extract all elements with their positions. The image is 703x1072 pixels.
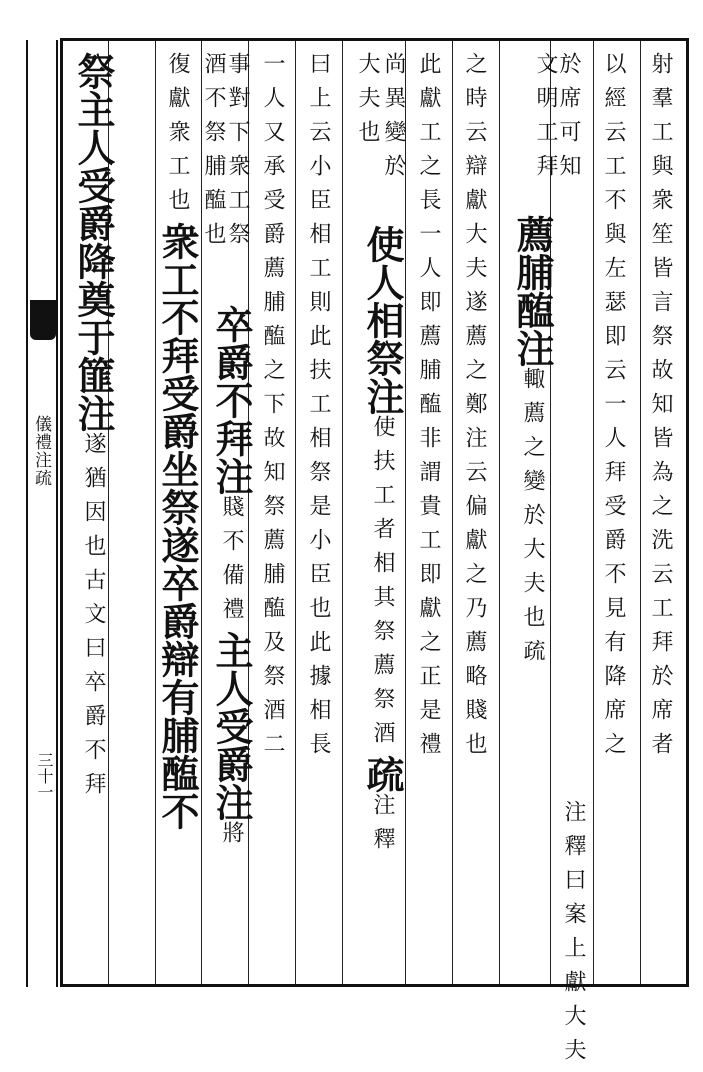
column-divider — [593, 41, 594, 984]
commentary-text: 此獻工之長一人即薦脯醢非謂貴工即獻之正是禮 — [416, 52, 441, 766]
book-title: 儀禮注疏 — [31, 415, 51, 487]
text-column-9-main — [204, 305, 259, 855]
commentary-subline-right: 尚異變於 — [381, 52, 406, 188]
text-column-6-left-subline — [352, 52, 383, 154]
scripture-text: 使人相祭注 — [360, 225, 405, 415]
column-divider — [295, 41, 296, 984]
text-column-4 — [462, 52, 486, 766]
margin-rule — [26, 40, 28, 987]
scripture-text: 卒爵不拜注 — [209, 305, 254, 495]
commentary-text: 將 — [219, 821, 244, 855]
commentary-text: 以經云工不與左瑟即云一人拜受爵不見有降席之 — [601, 52, 626, 766]
text-column-5 — [416, 52, 440, 766]
commentary-subline-left: 大夫也 — [355, 52, 380, 154]
commentary-text: 之時云辯獻大夫遂薦之鄭注云偏獻之乃薦略賤也 — [462, 52, 487, 766]
scripture-text: 主人受爵注 — [209, 631, 254, 821]
scripture-text: 祭主人受爵降奠于篚注 — [71, 52, 116, 432]
commentary-text: 賤不備禮 — [219, 495, 244, 631]
page-margin — [0, 0, 60, 1024]
commentary-text: 使扶工者相其祭薦祭酒 — [370, 415, 395, 755]
text-column-11 — [66, 52, 121, 806]
text-column-1 — [648, 52, 672, 766]
scripture-text: 薦脯醢注 — [510, 215, 555, 367]
frame-bottom-border — [60, 984, 688, 987]
column-divider — [452, 41, 453, 984]
fish-tail-mark — [30, 300, 56, 340]
text-column-10 — [150, 52, 205, 830]
commentary-text: 一人又承受爵薦脯醢之下故知祭薦脯醢及祭酒二 — [260, 52, 285, 766]
frame-left-border — [60, 38, 63, 987]
commentary-text: 射羣工與衆笙皆言祭故知皆為之洗云工拜於席者 — [648, 52, 673, 766]
text-column-3-left-subline — [530, 52, 561, 188]
commentary-text: 注釋 — [370, 793, 395, 861]
commentary-subline-left: 文明工拜 — [533, 52, 558, 188]
margin-rule — [56, 40, 58, 987]
text-column-2 — [601, 52, 625, 766]
text-column-6-main — [355, 225, 410, 861]
scripture-text: 衆工不拜受爵坐祭遂卒爵辯有脯醢不 — [155, 222, 200, 830]
text-column-7 — [306, 52, 330, 766]
commentary-text: 復獻衆工也 — [165, 52, 190, 222]
scripture-text: 疏 — [360, 755, 405, 793]
commentary-text: 遂猶因也古文曰卒爵不拜 — [81, 432, 106, 806]
commentary-text: 注釋曰案上獻大夫 — [561, 800, 586, 1072]
column-divider — [342, 41, 343, 984]
commentary-subline-left: 酒不祭脯醢也 — [201, 52, 226, 256]
frame-right-border — [686, 38, 689, 987]
commentary-subline-right: 事對下衆工祭 — [225, 52, 250, 256]
text-column-3-tail — [558, 800, 589, 1072]
text-column-8 — [260, 52, 284, 766]
text-column-3-main — [505, 215, 560, 673]
commentary-subline-right: 於席可知 — [556, 52, 581, 188]
page-number: 三十一 — [35, 752, 54, 800]
column-divider — [640, 41, 641, 984]
commentary-text: 曰上云小臣相工則此扶工相祭是小臣也此據相長 — [306, 52, 331, 766]
commentary-text: 輙薦之變於大夫也疏 — [520, 367, 545, 673]
column-divider — [499, 41, 500, 984]
